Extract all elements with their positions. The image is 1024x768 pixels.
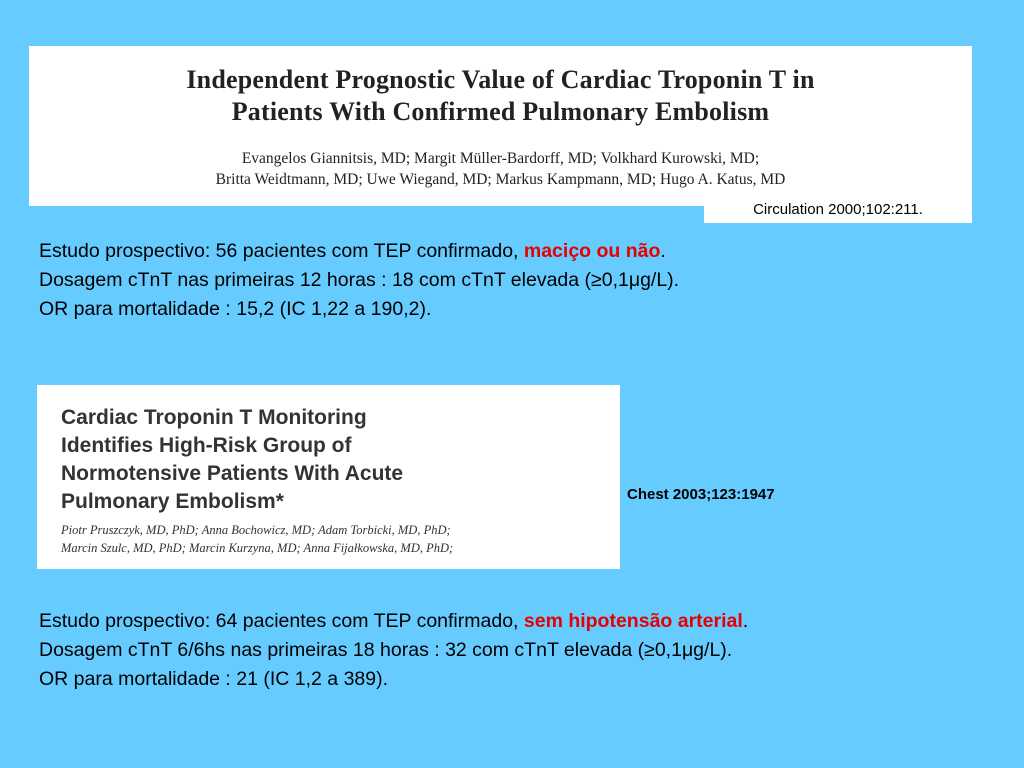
highlight-text: maciço ou não <box>523 240 661 262</box>
article-title-line: Pulmonary Embolism* <box>61 490 284 513</box>
article-header-circulation <box>29 46 972 206</box>
article-title-line: Patients With Confirmed Pulmonary Embolism <box>231 97 770 126</box>
article-title-line: Independent Prognostic Value of Cardiac Troponin T in <box>186 65 815 94</box>
article-authors <box>61 521 453 557</box>
article-title-line: Normotensive Patients With Acute <box>61 462 404 485</box>
article-header-chest <box>37 385 620 569</box>
study-summary-line: OR para mortalidade : 15,2 (IC 1,22 a 190,2). <box>39 298 432 320</box>
study-summary-1 <box>39 237 679 324</box>
study-summary-line <box>39 237 679 266</box>
study-summary-text: . <box>660 240 666 262</box>
study-summary-2 <box>39 607 748 694</box>
study-summary-text: . <box>742 610 749 632</box>
study-summary-text: Estudo prospectivo: 64 pacientes com TEP confirmado, <box>39 610 524 632</box>
article-authors <box>29 148 972 190</box>
article-title-line: Identifies High-Risk Group of <box>61 434 352 457</box>
article-authors-line: Piotr Pruszczyk, MD, PhD; Anna Bochowicz, MD; Adam Torbicki, MD, PhD; <box>61 523 451 537</box>
study-summary-line <box>39 607 748 636</box>
article-authors-line: Marcin Szulc, MD, PhD; Marcin Kurzyna, MD; Anna Fijałkowska, MD, PhD; <box>61 541 454 555</box>
article-authors-line: Britta Weidtmann, MD; Uwe Wiegand, MD; Markus Kampmann, MD; Hugo A. Katus, MD <box>215 171 786 188</box>
article-title <box>61 404 403 516</box>
highlight-text: sem hipotensão arterial <box>523 610 743 632</box>
citation-chest: Chest 2003;123:1947 <box>627 486 775 503</box>
article-title <box>29 64 972 128</box>
study-summary-line: Dosagem cTnT 6/6hs nas primeiras 18 horas : 32 com cTnT elevada (≥0,1μg/L). <box>39 639 733 661</box>
study-summary-line: OR para mortalidade : 21 (IC 1,2 a 389). <box>39 668 389 690</box>
study-summary-line: Dosagem cTnT nas primeiras 12 horas : 18 com cTnT elevada (≥0,1μg/L). <box>39 269 680 291</box>
article-authors-line: Evangelos Giannitsis, MD; Margit Müller-Bardorff, MD; Volkhard Kurowski, MD; <box>241 150 760 167</box>
citation-circulation: Circulation 2000;102:211. <box>704 197 972 223</box>
article-title-line: Cardiac Troponin T Monitoring <box>61 406 367 429</box>
study-summary-text: Estudo prospectivo: 56 pacientes com TEP confirmado, <box>39 240 524 262</box>
